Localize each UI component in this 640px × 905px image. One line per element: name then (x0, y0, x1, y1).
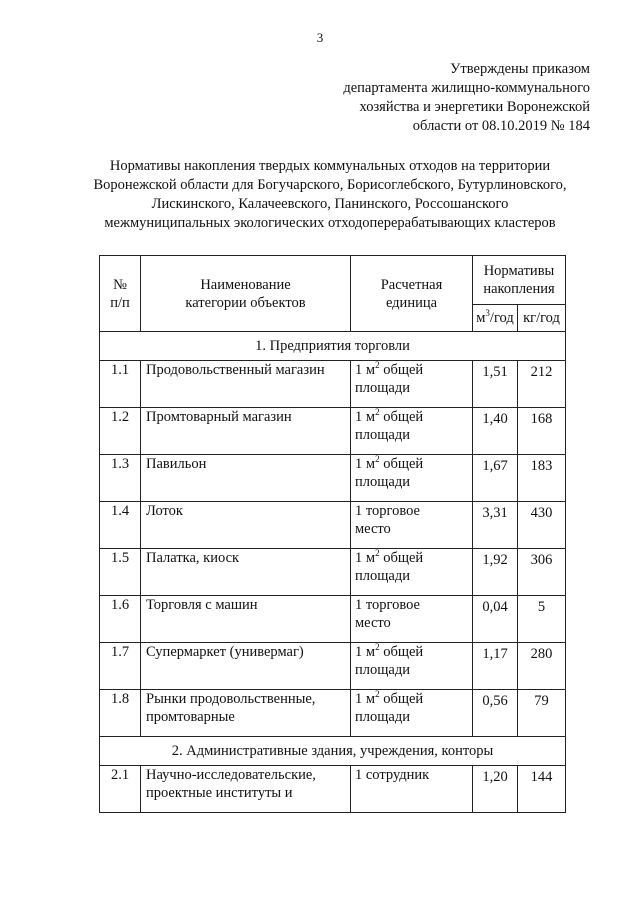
object-category: Торговля с машин (141, 596, 351, 643)
approval-line: области от 08.10.2019 № 184 (412, 118, 590, 134)
header-norms: Нормативы накопления (473, 256, 566, 305)
object-category: Промтоварный магазин (141, 408, 351, 455)
calculation-unit: 1 $м^2$ общей площади (351, 643, 473, 690)
norm-kg-per-year: 168 (518, 408, 566, 455)
row-number: 1.3 (100, 455, 141, 502)
norm-kg-per-year: 430 (518, 502, 566, 549)
object-category: Научно-исследовательские, проектные институты и (141, 766, 351, 813)
norm-m3-per-year: 1,40 (473, 408, 518, 455)
table-row (100, 643, 566, 690)
norm-m3-per-year: 1,92 (473, 549, 518, 596)
object-category: Продовольственный магазин (141, 361, 351, 408)
section-row (100, 332, 566, 361)
section-row (100, 737, 566, 766)
header-kg: кг/год (518, 305, 566, 332)
header-name: Наименование категории объектов (141, 256, 351, 332)
norm-m3-per-year: 0,04 (473, 596, 518, 643)
norm-m3-per-year: 3,31 (473, 502, 518, 549)
norm-kg-per-year: 183 (518, 455, 566, 502)
table-row (100, 690, 566, 737)
table-row (100, 596, 566, 643)
calculation-unit: 1 торговое место (351, 596, 473, 643)
calculation-unit: 1 $м^2$ общей площади (351, 690, 473, 737)
header-m3: $м^3$/год (473, 305, 518, 332)
object-category: Лоток (141, 502, 351, 549)
header-num: № п/п (100, 256, 141, 332)
table-row (100, 766, 566, 813)
object-category: Павильон (141, 455, 351, 502)
row-number: 2.1 (100, 766, 141, 813)
title-line: межмуниципальных экологических отходоперерабатывающих кластеров (104, 215, 556, 231)
norm-m3-per-year: 1,20 (473, 766, 518, 813)
section-title: 2. Административные здания, учреждения, конторы (100, 737, 566, 766)
table-row (100, 549, 566, 596)
row-number: 1.4 (100, 502, 141, 549)
table-row (100, 361, 566, 408)
header-unit: Расчетная единица (351, 256, 473, 332)
approval-line: департамента жилищно-коммунального (343, 80, 590, 96)
norm-kg-per-year: 306 (518, 549, 566, 596)
approval-line: хозяйства и энергетики Воронежской (359, 99, 590, 115)
calculation-unit: 1 $м^2$ общей площади (351, 549, 473, 596)
norm-kg-per-year: 144 (518, 766, 566, 813)
page-number: 3 (316, 30, 324, 45)
table-row (100, 408, 566, 455)
norm-m3-per-year: 1,17 (473, 643, 518, 690)
row-number: 1.6 (100, 596, 141, 643)
section-title: 1. Предприятия торговли (100, 332, 566, 361)
norms-table (99, 255, 566, 813)
table-row (100, 502, 566, 549)
row-number: 1.1 (100, 361, 141, 408)
calculation-unit: 1 $м^2$ общей площади (351, 455, 473, 502)
document-title (60, 157, 600, 233)
calculation-unit: 1 сотрудник (351, 766, 473, 813)
norm-kg-per-year: 79 (518, 690, 566, 737)
approval-line: Утверждены приказом (450, 61, 590, 77)
row-number: 1.7 (100, 643, 141, 690)
object-category: Палатка, киоск (141, 549, 351, 596)
object-category: Рынки продовольственные, промтоварные (141, 690, 351, 737)
calculation-unit: 1 $м^2$ общей площади (351, 408, 473, 455)
row-number: 1.2 (100, 408, 141, 455)
norm-kg-per-year: 5 (518, 596, 566, 643)
norm-m3-per-year: 1,51 (473, 361, 518, 408)
table-row (100, 455, 566, 502)
title-line: Лискинского, Калачеевского, Панинского, Россошанского (151, 196, 509, 212)
title-line: Нормативы накопления твердых коммунальных отходов на территории (109, 158, 551, 174)
approval-stamp (330, 60, 590, 136)
norm-kg-per-year: 280 (518, 643, 566, 690)
calculation-unit: 1 торговое место (351, 502, 473, 549)
norm-m3-per-year: 1,67 (473, 455, 518, 502)
calculation-unit: 1 $м^2$ общей площади (351, 361, 473, 408)
row-number: 1.5 (100, 549, 141, 596)
norm-m3-per-year: 0,56 (473, 690, 518, 737)
row-number: 1.8 (100, 690, 141, 737)
object-category: Супермаркет (универмаг) (141, 643, 351, 690)
title-line: Воронежской области для Богучарского, Борисоглебского, Бутурлиновского, (93, 177, 567, 193)
norm-kg-per-year: 212 (518, 361, 566, 408)
